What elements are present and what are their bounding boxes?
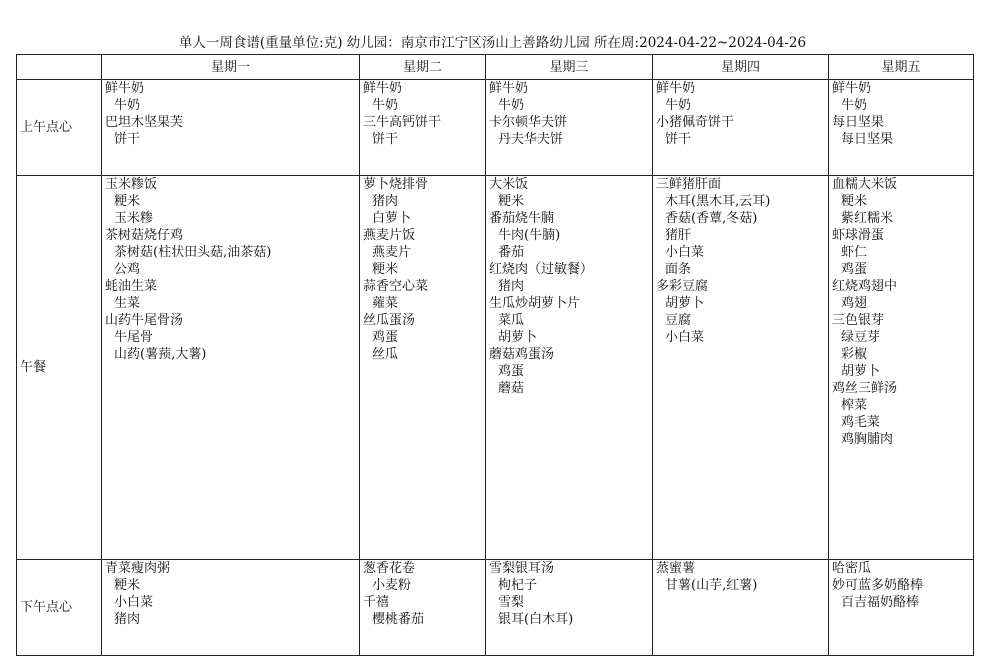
- dish-name: 葱香花卷: [363, 561, 416, 576]
- ingredient: 牛尾骨: [114, 330, 154, 345]
- ingredient: 牛奶: [114, 98, 141, 113]
- dish-name: 蒜香空心菜: [363, 279, 429, 294]
- ingredient: 饼干: [114, 132, 141, 147]
- day-header: 星期三: [486, 55, 653, 80]
- menu-cell: [102, 176, 360, 560]
- menu-cell: [360, 560, 486, 656]
- dish-name: 每日坚果: [832, 115, 885, 130]
- dish-name: 燕麦片饭: [363, 228, 416, 243]
- dish-name: 山药牛尾骨汤: [105, 313, 184, 328]
- ingredient: 蕹菜: [372, 296, 399, 311]
- dish-name: 妙可蓝多奶酪棒: [832, 578, 924, 593]
- dish-name: 茶树菇烧仔鸡: [105, 228, 184, 243]
- dish-name: 蒸蜜薯: [656, 561, 696, 576]
- dish-name: 鲜牛奶: [832, 81, 872, 96]
- dish-name: 丝瓜蛋汤: [363, 313, 416, 328]
- page-title: 单人一周食谱(重量单位:克) 幼儿园：南京市江宁区汤山上善路幼儿园 所在周:2024-04-22~2024-04-26: [178, 35, 807, 51]
- ingredient: 胡萝卜: [498, 330, 538, 345]
- ingredient: 小白菜: [665, 245, 705, 260]
- ingredient: 生菜: [114, 296, 141, 311]
- dish-name: 血糯大米饭: [832, 177, 898, 192]
- dish-name: 萝卜烧排骨: [363, 177, 429, 192]
- dish-name: 番茄烧牛腩: [489, 211, 555, 226]
- meal-label: 下午点心: [17, 560, 102, 656]
- dish-name: 大米饭: [489, 177, 529, 192]
- ingredient: 公鸡: [114, 262, 141, 277]
- menu-cell: [653, 560, 829, 656]
- menu-cell: [829, 176, 974, 560]
- meal-label: 午餐: [17, 176, 102, 560]
- corner-cell: [17, 55, 102, 80]
- ingredient: 虾仁: [841, 245, 868, 260]
- ingredient: 豆腐: [665, 313, 692, 328]
- ingredient: 绿豆芽: [841, 330, 881, 345]
- ingredient: 丝瓜: [372, 347, 399, 362]
- menu-cell: [653, 80, 829, 176]
- ingredient: 鸡蛋: [372, 330, 399, 345]
- dish-name: 小猪佩奇饼干: [656, 115, 735, 130]
- dish-name: 哈密瓜: [832, 561, 872, 576]
- ingredient: 香菇(香蕈,冬菇): [665, 211, 758, 226]
- day-header: 星期四: [653, 55, 829, 80]
- ingredient: 猪肉: [372, 194, 399, 209]
- ingredient: 樱桃番茄: [372, 612, 425, 627]
- ingredient: 猪肉: [498, 279, 525, 294]
- day-header: 星期五: [829, 55, 974, 80]
- ingredient: 胡萝卜: [841, 364, 881, 379]
- menu-cell: [653, 176, 829, 560]
- ingredient: 小白菜: [114, 595, 154, 610]
- dish-name: 巴坦木坚果芙: [105, 115, 184, 130]
- day-header: 星期二: [360, 55, 486, 80]
- ingredient: 玉米糁: [114, 211, 154, 226]
- ingredient: 粳米: [498, 194, 525, 209]
- meal-label: 上午点心: [17, 80, 102, 176]
- ingredient: 牛奶: [372, 98, 399, 113]
- ingredient: 茶树菇(柱状田头菇,油茶菇): [114, 245, 272, 260]
- menu-cell: [102, 560, 360, 656]
- dish-name: 红烧鸡翅中: [832, 279, 898, 294]
- ingredient: 蘑菇: [498, 381, 525, 396]
- ingredient: 饼干: [665, 132, 692, 147]
- ingredient: 银耳(白木耳): [498, 612, 574, 627]
- ingredient: 牛奶: [665, 98, 692, 113]
- ingredient: 菜瓜: [498, 313, 525, 328]
- menu-cell: [829, 560, 974, 656]
- meal-row: [17, 560, 974, 656]
- ingredient: 牛肉(牛腩): [498, 228, 561, 243]
- dish-name: 鸡丝三鲜汤: [832, 381, 898, 396]
- ingredient: 木耳(黑木耳,云耳): [665, 194, 771, 209]
- ingredient: 白萝卜: [372, 211, 412, 226]
- menu-cell: [829, 80, 974, 176]
- dish-name: 多彩豆腐: [656, 279, 709, 294]
- dish-name: 蚝油生菜: [105, 279, 158, 294]
- ingredient: 榨菜: [841, 398, 868, 413]
- ingredient: 甘薯(山芋,红薯): [665, 578, 758, 593]
- meal-row: [17, 80, 974, 176]
- dish-name: 青菜瘦肉粥: [105, 561, 171, 576]
- day-header: 星期一: [102, 55, 360, 80]
- dish-name: 雪梨银耳汤: [489, 561, 555, 576]
- ingredient: 牛奶: [841, 98, 868, 113]
- menu-cell: [486, 560, 653, 656]
- dish-name: 玉米糁饭: [105, 177, 158, 192]
- ingredient: 枸杞子: [498, 578, 538, 593]
- ingredient: 粳米: [841, 194, 868, 209]
- header-row: [17, 55, 974, 80]
- dish-name: 鲜牛奶: [489, 81, 529, 96]
- dish-name: 三色银芽: [832, 313, 885, 328]
- ingredient: 每日坚果: [841, 132, 894, 147]
- ingredient: 番茄: [498, 245, 525, 260]
- ingredient: 小白菜: [665, 330, 705, 345]
- dish-name: 千禧: [363, 595, 390, 610]
- menu-cell: [360, 80, 486, 176]
- menu-cell: [360, 176, 486, 560]
- ingredient: 饼干: [372, 132, 399, 147]
- dish-name: 三牛高钙饼干: [363, 115, 442, 130]
- ingredient: 鸡毛菜: [841, 415, 881, 430]
- ingredient: 丹夫华夫饼: [498, 132, 564, 147]
- ingredient: 鸡蛋: [498, 364, 525, 379]
- ingredient: 粳米: [114, 578, 141, 593]
- dish-name: 鲜牛奶: [656, 81, 696, 96]
- dish-name: 虾球滑蛋: [832, 228, 885, 243]
- dish-name: 三鲜猪肝面: [656, 177, 722, 192]
- ingredient: 牛奶: [498, 98, 525, 113]
- ingredient: 鸡胸脯肉: [841, 432, 894, 447]
- menu-cell: [486, 80, 653, 176]
- ingredient: 小麦粉: [372, 578, 412, 593]
- ingredient: 猪肉: [114, 612, 141, 627]
- ingredient: 百吉福奶酪棒: [841, 595, 920, 610]
- ingredient: 山药(薯蓣,大薯): [114, 347, 207, 362]
- ingredient: 彩椒: [841, 347, 868, 362]
- ingredient: 面条: [665, 262, 692, 277]
- dish-name: 鲜牛奶: [105, 81, 145, 96]
- dish-name: 红烧肉（过敏餐）: [489, 262, 594, 277]
- ingredient: 鸡翅: [841, 296, 868, 311]
- dish-name: 蘑菇鸡蛋汤: [489, 347, 555, 362]
- ingredient: 猪肝: [665, 228, 692, 243]
- menu-table: [16, 54, 974, 656]
- ingredient: 燕麦片: [372, 245, 412, 260]
- dish-name: 鲜牛奶: [363, 81, 403, 96]
- dish-name: 卡尔顿华夫饼: [489, 115, 568, 130]
- ingredient: 粳米: [114, 194, 141, 209]
- ingredient: 鸡蛋: [841, 262, 868, 277]
- ingredient: 紫红糯米: [841, 211, 894, 226]
- menu-cell: [486, 176, 653, 560]
- ingredient: 雪梨: [498, 595, 525, 610]
- meal-row: [17, 176, 974, 560]
- dish-name: 生瓜炒胡萝卜片: [489, 296, 581, 311]
- ingredient: 粳米: [372, 262, 399, 277]
- menu-cell: [102, 80, 360, 176]
- ingredient: 胡萝卜: [665, 296, 705, 311]
